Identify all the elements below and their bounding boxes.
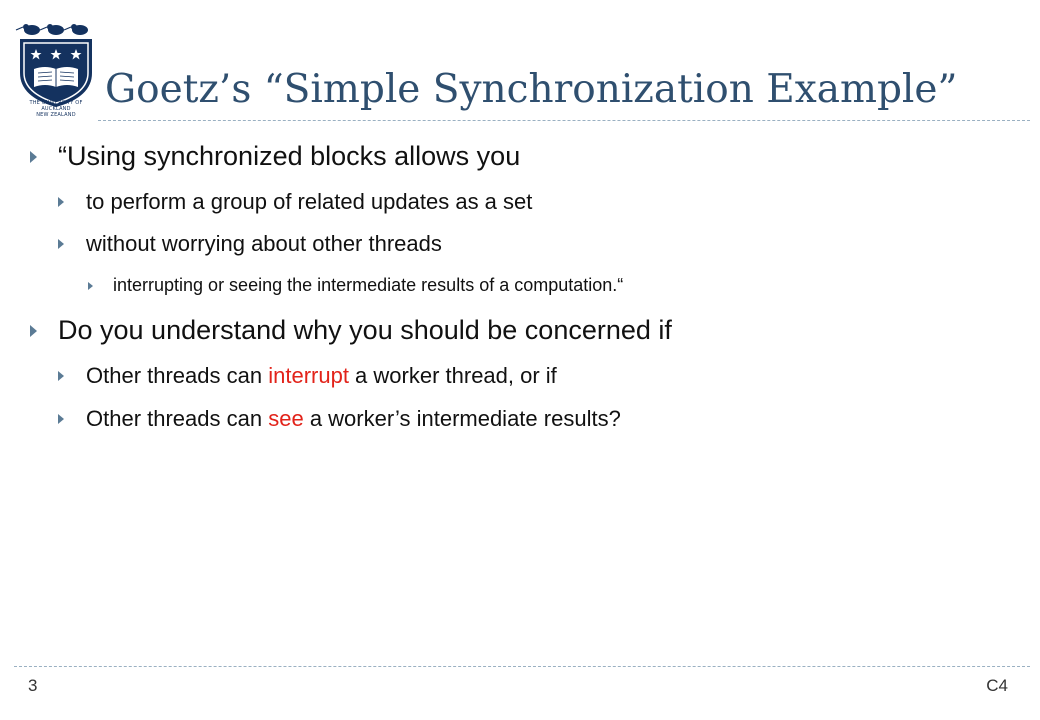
bullet-text: Other threads can — [86, 406, 269, 431]
bullet-text: Other threads can — [86, 363, 269, 388]
logo-caption-line2: NEW ZEALAND — [36, 112, 76, 118]
bullet-level2 — [86, 363, 557, 389]
title-divider — [98, 120, 1030, 121]
bullet-arrow-icon — [58, 414, 64, 424]
slide-title: Goetz’s “Simple Synchronization Example” — [105, 67, 958, 112]
bullet-arrow-icon — [58, 239, 64, 249]
bullet-arrow-icon — [30, 151, 37, 163]
bullet-level1: “Using synchronized blocks allows you — [58, 141, 521, 171]
bullet-level2: to perform a group of related updates as a set — [86, 189, 533, 214]
logo-caption-line1: THE UNIVERSITY OF AUCKLAND — [29, 100, 83, 112]
bullet-level2: without worrying about other threads — [86, 231, 442, 256]
bullet-level1: Do you understand why you should be concerned if — [58, 315, 672, 345]
bullet-text: a worker thread, or if — [348, 363, 557, 388]
bullet-arrow-icon — [88, 282, 93, 290]
bullet-text: a worker’s intermediate results? — [303, 406, 621, 431]
course-code: C4 — [986, 676, 1008, 695]
bullet-arrow-icon — [30, 325, 37, 337]
page-number: 3 — [28, 676, 38, 695]
bullet-level2 — [86, 406, 621, 432]
footer-divider — [14, 666, 1030, 667]
bullet-arrow-icon — [58, 371, 64, 381]
kiwi-birds — [16, 24, 88, 35]
bullet-arrow-icon — [58, 197, 64, 207]
highlight-see: see — [268, 406, 304, 431]
highlight-interrupt: interrupt — [268, 363, 349, 388]
logo-caption — [14, 100, 98, 118]
open-book-icon — [34, 67, 78, 87]
bullet-level3: interrupting or seeing the intermediate results of a computation.“ — [113, 275, 624, 295]
